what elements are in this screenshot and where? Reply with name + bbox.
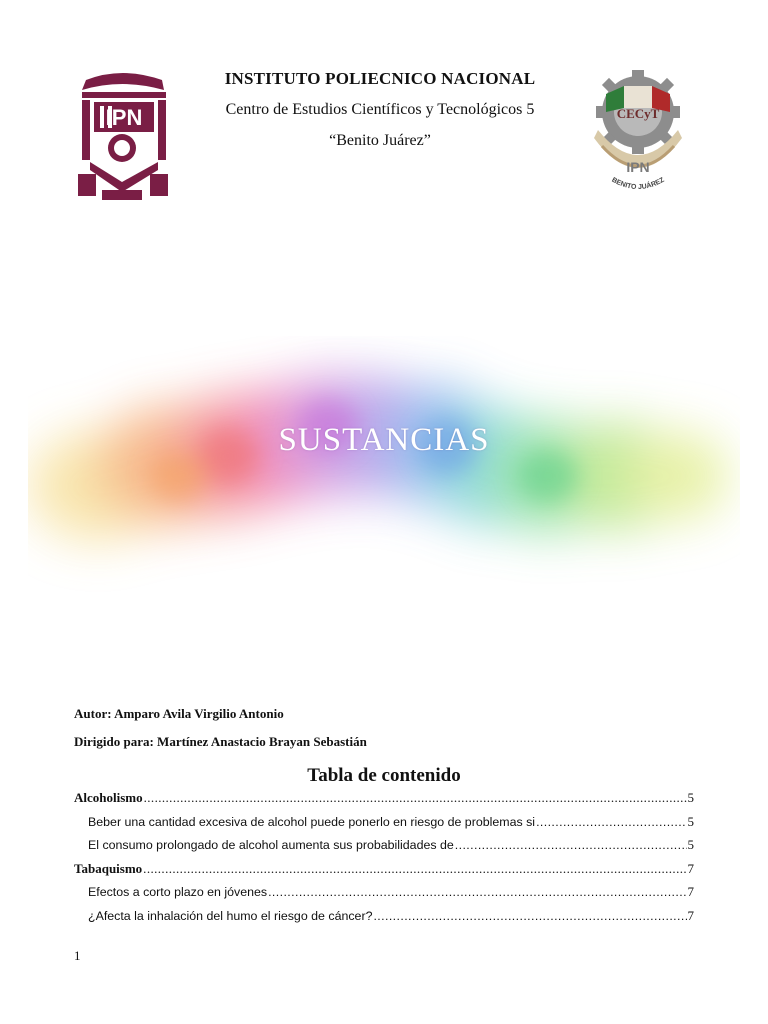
institution-name: INSTITUTO POLIECNICO NACIONAL [224, 69, 536, 88]
ipn-logo-icon [72, 70, 172, 206]
author-line: Autor: Amparo Avila Virgilio Antonio [74, 706, 284, 721]
toc-entry-label: ¿Afecta la inhalación del humo el riesgo de cáncer? [88, 908, 373, 923]
header-text-block [180, 68, 580, 152]
cecyt-logo-icon [588, 68, 688, 202]
toc-entry-page: 7 [687, 884, 694, 900]
toc-entry[interactable] [74, 861, 694, 885]
center-name: Centro de Estudios Científicos y Tecnológicos 5 [225, 101, 535, 118]
toc-entry-page: 5 [687, 813, 694, 829]
ipn-logo-text: IPN [105, 105, 143, 130]
toc-leader [143, 861, 686, 877]
toc-leader [268, 885, 686, 899]
svg-text:BENITO JUÁREZ [610, 176, 666, 191]
toc-entry-page: 5 [687, 837, 694, 853]
cecyt-logo-motto: BENITO JUÁREZ [610, 176, 666, 192]
toc-entry[interactable] [74, 908, 694, 932]
toc-entry[interactable] [74, 814, 694, 838]
toc-entry[interactable] [74, 837, 694, 861]
page-number: 1 [74, 948, 81, 963]
center-subtitle: “Benito Juárez” [329, 132, 431, 149]
toc-entry-label: Beber una cantidad excesiva de alcohol puede ponerlo en riesgo de problemas si [88, 814, 536, 829]
toc-leader [373, 909, 686, 923]
toc-leader [455, 838, 687, 852]
cecyt-logo-sub: IPN [626, 159, 650, 175]
watercolor-banner [28, 336, 740, 596]
toc-entry[interactable] [74, 790, 694, 814]
watercolor-rainbow-icon [28, 336, 740, 596]
toc-entry-page: 5 [687, 790, 694, 805]
toc-entry-label: Tabaquismo [74, 860, 143, 876]
cecyt-logo-text: CECyT [616, 106, 660, 121]
toc-entry-label: Alcoholismo [74, 790, 143, 805]
toc-title: Tabla de contenido [307, 765, 461, 786]
toc-leader [144, 790, 687, 806]
toc-entry-page: 7 [687, 907, 694, 923]
table-of-contents [74, 790, 694, 932]
toc-entry-page: 7 [687, 860, 694, 876]
toc-entry[interactable] [74, 884, 694, 908]
toc-entry-label: Efectos a corto plazo en jóvenes [88, 885, 268, 900]
directed-line: Dirigido para: Martínez Anastacio Brayan Sebastián [74, 734, 367, 749]
toc-leader [536, 815, 686, 829]
banner-title: SUSTANCIAS [278, 422, 490, 458]
toc-entry-label: El consumo prolongado de alcohol aumenta sus probabilidades de [88, 838, 454, 853]
